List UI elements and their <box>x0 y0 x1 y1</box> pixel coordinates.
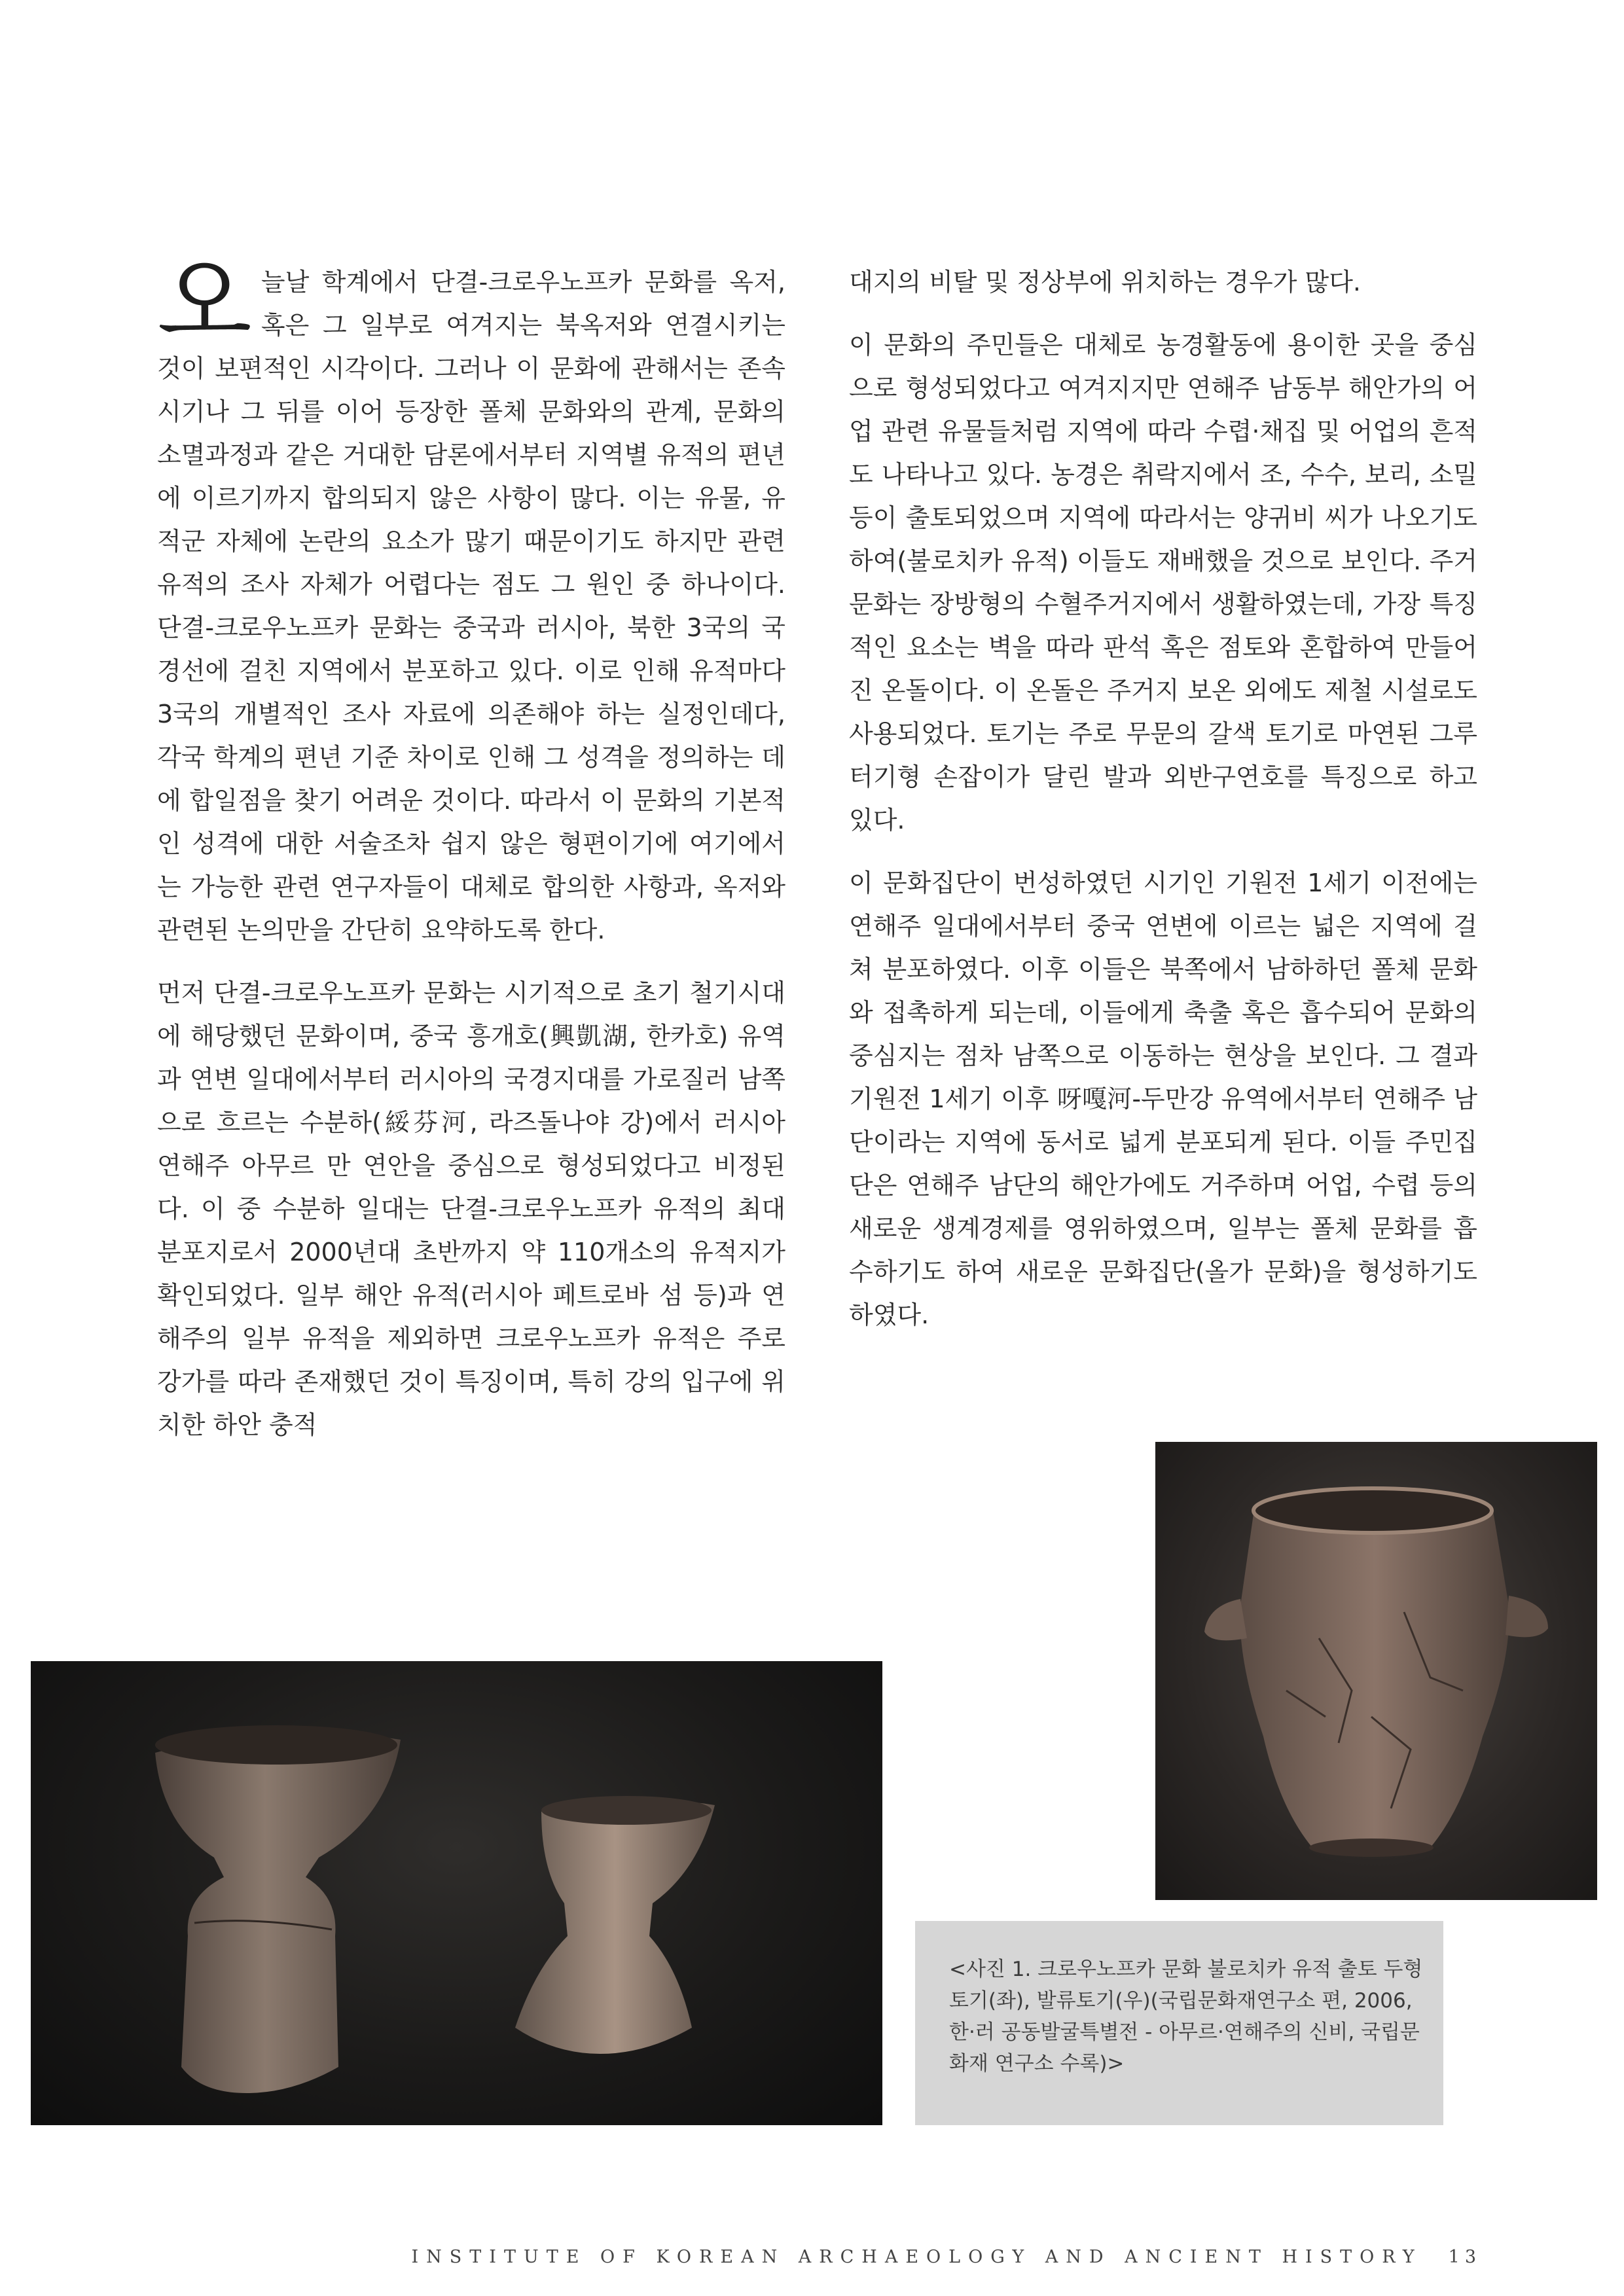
drop-cap: 오 <box>157 246 252 360</box>
paragraph-livelihood: 이 문화의 주민들은 대체로 농경활동에 용이한 곳을 중심으로 형성되었다고 여겨지지만 연해주 남동부 해안가의 어업 관련 유물들처럼 지역에 따라 수렵·채집 및 어업의 흔적도 나타나고 있다. 농경은 취락지에서 조, 수수, 보리, 소밀 등이 출토되었으며 지역에 따라서는 양귀비 씨가 나오기도 하여(불로치카 유적) 이들도 재배했을 것으로 보인다. 주거 문화는 장방형의 수혈주거지에서 생활하였는데, 가장 특징적인 요소는 벽을 따라 판석 혹은 점토와 혼합하여 만들어진 온돌이다. 이 온돌은 주거지 보온 외에도 제철 시설로도 사용되었다. 토기는 주로 무문의 갈색 토기로 마연된 그루터기형 손잡이가 달린 발과 외반구연호를 특징으로 하고 있다. <box>849 331 1477 834</box>
photo-pottery-pedestals <box>31 1661 882 2125</box>
photo-pottery-jar <box>1155 1442 1597 1900</box>
right-column <box>849 260 1477 1356</box>
footer-publisher: INSTITUTE OF KOREAN ARCHAEOLOGY AND ANCIENT HISTORY <box>411 2247 1422 2267</box>
figure-caption: <사진 1. 크로우노프카 문화 불로치카 유적 출토 두형토기(좌), 발류토기(우)(국립문화재연구소 편, 2006, 한·러 공동발굴특별전 - 아무르·연해주의 신비, 국립문화재 연구소 수록)> <box>949 1958 1423 2075</box>
paragraph-migration: 이 문화집단이 번성하였던 시기인 기원전 1세기 이전에는 연해주 일대에서부터 중국 연변에 이르는 넓은 지역에 걸쳐 분포하였다. 이후 이들은 북쪽에서 남하하던 폴체 문화와 접촉하게 되는데, 이들에게 축출 혹은 흡수되어 문화의 중심지는 점차 남쪽으로 이동하는 현상을 보인다. 그 결과 기원전 1세기 이후 呀嘎河-두만강 유역에서부터 연해주 남단이라는 지역에 동서로 넓게 분포되게 된다. 이들 주민집단은 연해주 남단의 해안가에도 거주하며 어업, 수렵 등의 새로운 생계경제를 영위하였으며, 일부는 폴체 문화를 흡수하기도 하여 새로운 문화집단(올가 문화)을 형성하기도 하였다. <box>849 869 1477 1329</box>
page-footer <box>411 2247 1481 2267</box>
paragraph-intro-text: 늘날 학계에서 단결-크로우노프카 문화를 옥저, 혹은 그 일부로 여겨지는 북옥저와 연결시키는 것이 보편적인 시각이다. 그러나 이 문화에 관해서는 존속 시기나 그 뒤를 이어 등장한 폴체 문화와의 관계, 문화의 소멸과정과 같은 거대한 담론에서부터 지역별 유적의 편년에 이르기까지 합의되지 않은 사항이 많다. 이는 유물, 유적군 자체에 논란의 요소가 많기 때문이기도 하지만 관련 유적의 조사 자체가 어렵다는 점도 그 원인 중 하나이다. 단결-크로우노프카 문화는 중국과 러시아, 북한 3국의 국경선에 걸친 지역에서 분포하고 있다. 이로 인해 유적마다 3국의 개별적인 조사 자료에 의존해야 하는 실정인데다, 각국 학계의 편년 기준 차이로 인해 그 성격을 정의하는 데에 합일점을 찾기 어려운 것이다. 따라서 이 문화의 기본적인 성격에 대한 서술조차 쉽지 않은 형편이기에 여기에서는 가능한 관련 연구자들이 대체로 합의한 사항과, 옥저와 관련된 논의만을 간단히 요약하도록 한다. <box>157 268 785 944</box>
jar-illustration <box>1155 1442 1597 1900</box>
left-column <box>157 246 785 1466</box>
paragraph-origin: 먼저 단결-크로우노프카 문화는 시기적으로 초기 철기시대에 해당했던 문화이며, 중국 흥개호(興凱湖, 한카호) 유역과 연변 일대에서부터 러시아의 국경지대를 가로질러 남쪽으로 흐르는 수분하(綏芬河, 라즈돌나야 강)에서 러시아 연해주 아무르 만 연안을 중심으로 형성되었다고 비정된다. 이 중 수분하 일대는 단결-크로우노프카 유적의 최대 분포지로서 2000년대 초반까지 약 110개소의 유적지가 확인되었다. 일부 해안 유적(러시아 페트로바 섬 등)과 연해주의 일부 유적을 제외하면 크로우노프카 유적은 주로 강가를 따라 존재했던 것이 특징이며, 특히 강의 입구에 위치한 하안 충적 <box>157 978 785 1439</box>
paragraph-location: 대지의 비탈 및 정상부에 위치하는 경우가 많다. <box>849 268 1362 296</box>
pedestal-vessels-illustration <box>31 1661 882 2125</box>
page-number: 13 <box>1448 2247 1481 2267</box>
figure-caption-box <box>915 1921 1443 2125</box>
paragraph-intro <box>157 246 785 952</box>
